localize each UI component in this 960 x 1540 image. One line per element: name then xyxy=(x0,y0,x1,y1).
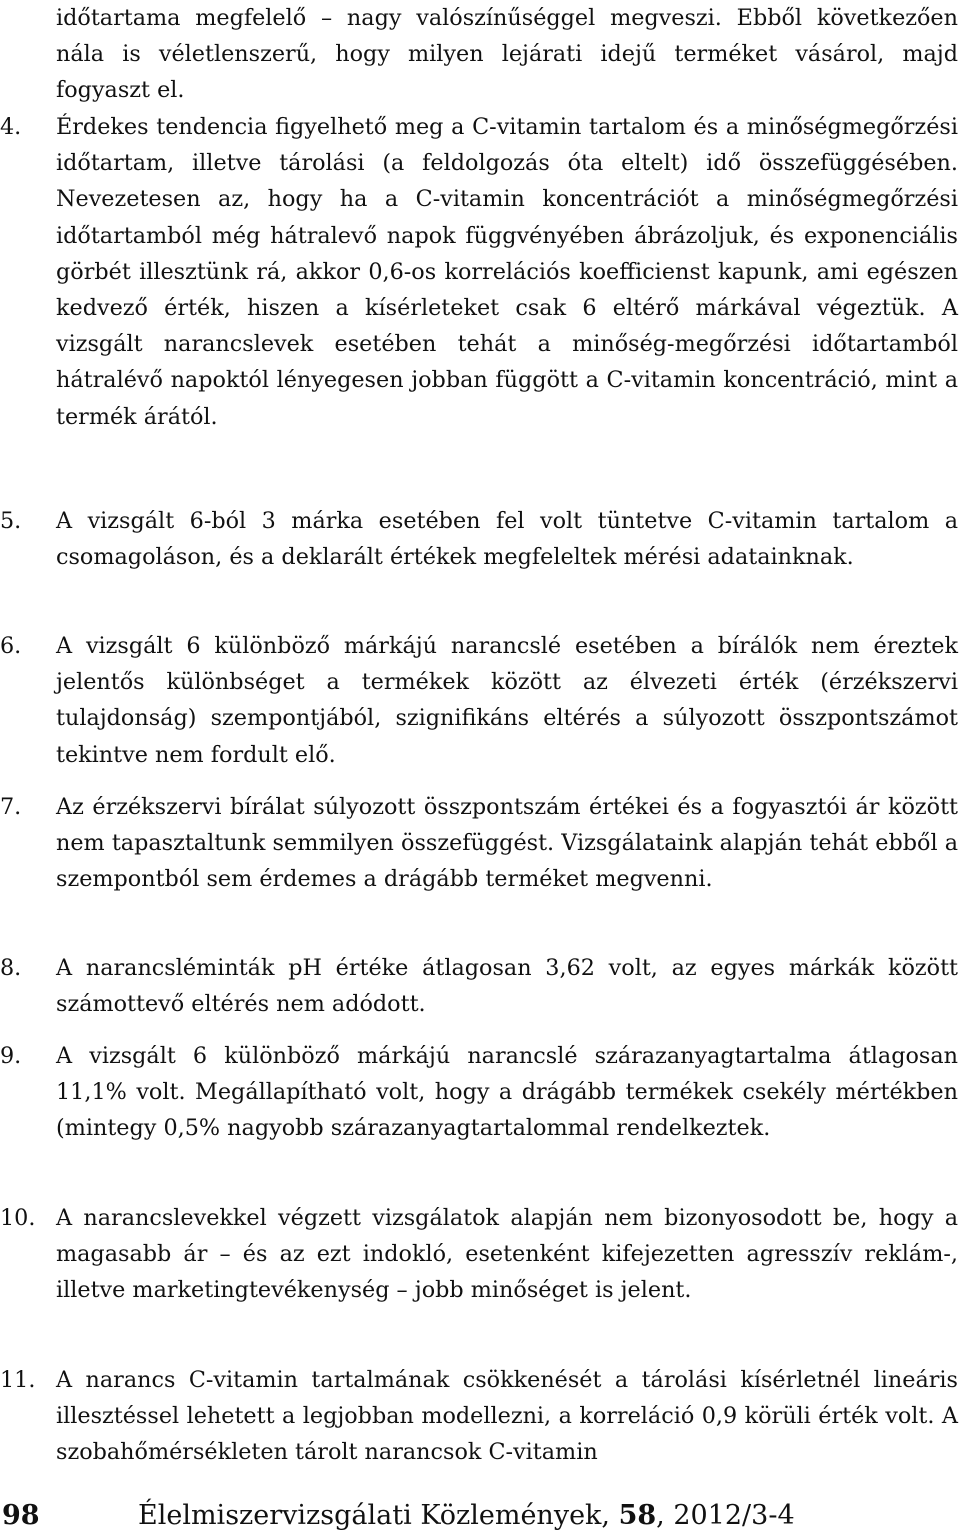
list-item-number: 10. xyxy=(0,1205,36,1231)
journal-name: Élelmiszervizsgálati Közlemények, xyxy=(138,1500,619,1531)
list-item-number: 5. xyxy=(0,508,22,534)
list-item-text: A narancslevekkel végzett vizsgálatok alapján nem bizonyosodott be, hogy a magasabb ár – és az ezt indokló, esetenként kifejezetten agresszív reklám-, illetve marketingtevékenység – jobb minőséget is jelent. xyxy=(56,1205,958,1304)
page-footer xyxy=(0,1496,958,1536)
list-item-text: A vizsgált 6-ból 3 márka esetében fel volt tüntetve C-vitamin tartalom a csomagoláson, és a deklarált értékek megfeleltek mérési adatainknak. xyxy=(56,508,958,571)
list-item-number: 11. xyxy=(0,1367,36,1393)
list-item-number: 7. xyxy=(0,794,22,820)
list-item-text: A narancsléminták pH értéke átlagosan 3,62 volt, az egyes márkák között számottevő eltérés nem adódott. xyxy=(56,955,958,1018)
intro-paragraph: időtartama megfelelő – nagy valószínűséggel megveszi. Ebből következően nála is véletlenszerű, hogy milyen lejárati idejű terméket vásárol, majd fogyaszt el. xyxy=(56,5,958,104)
list-item-number: 4. xyxy=(0,114,22,140)
list-item-text: Az érzékszervi bírálat súlyozott összpontszám értékei és a fogyasztói ár között nem tapasztaltunk semmilyen összefüggést. Vizsgálataink alapján tehát ebből a szempontból sem érdemes a drágább terméket megvenni. xyxy=(56,794,958,893)
list-item-number: 9. xyxy=(0,1043,22,1069)
journal-citation xyxy=(138,1496,795,1536)
list-item-number: 6. xyxy=(0,633,22,659)
list-item-text: A vizsgált 6 különböző márkájú narancslé esetében a bírálók nem éreztek jelentős különbséget a termékek között az élvezeti érték (érzékszervi tulajdonság) szempontjából, szignifikáns eltérés a súlyozott összpontszámot tekintve nem fordult elő. xyxy=(56,633,958,768)
journal-issue: , 2012/3-4 xyxy=(656,1500,795,1531)
list-item-text: A narancs C-vitamin tartalmának csökkenését a tárolási kísérletnél lineáris illesztéssel lehetett a legjobban modellezni, a korreláció 0,9 körüli érték volt. A szobahőmérsékleten tárolt narancsok C-vitamin xyxy=(56,1367,958,1466)
page-number: 98 xyxy=(2,1500,40,1531)
journal-volume: 58 xyxy=(618,1500,657,1531)
list-item-number: 8. xyxy=(0,955,22,981)
list-item-text: A vizsgált 6 különböző márkájú narancslé szárazanyagtartalma átlagosan 11,1% volt. Megállapítható volt, hogy a drágább termékek csekély mértékben (mintegy 0,5% nagyobb szárazanyagtartalommal rendelkeztek. xyxy=(56,1043,958,1142)
list-item-text: Érdekes tendencia figyelhető meg a C-vitamin tartalom és a minőségmegőrzési időtartam, illetve tárolási (a feldolgozás óta eltelt) idő összefüggésében. Nevezetesen az, hogy ha a C-vitamin koncentrációt a minőségmegőrzési időtartamból még hátralevő napok függvényében ábrázoljuk, és exponenciális görbét illesztünk rá, akkor 0,6-os korrelációs koefficienst kapunk, ami egészen kedvező érték, hiszen a kísérleteket csak 6 eltérő márkával végeztük. A vizsgált narancslevek esetében tehát a minőség-megőrzési időtartamból hátralévő napoktól lényegesen jobban függött a C-vitamin koncentráció, mint a termék árától. xyxy=(56,114,958,430)
